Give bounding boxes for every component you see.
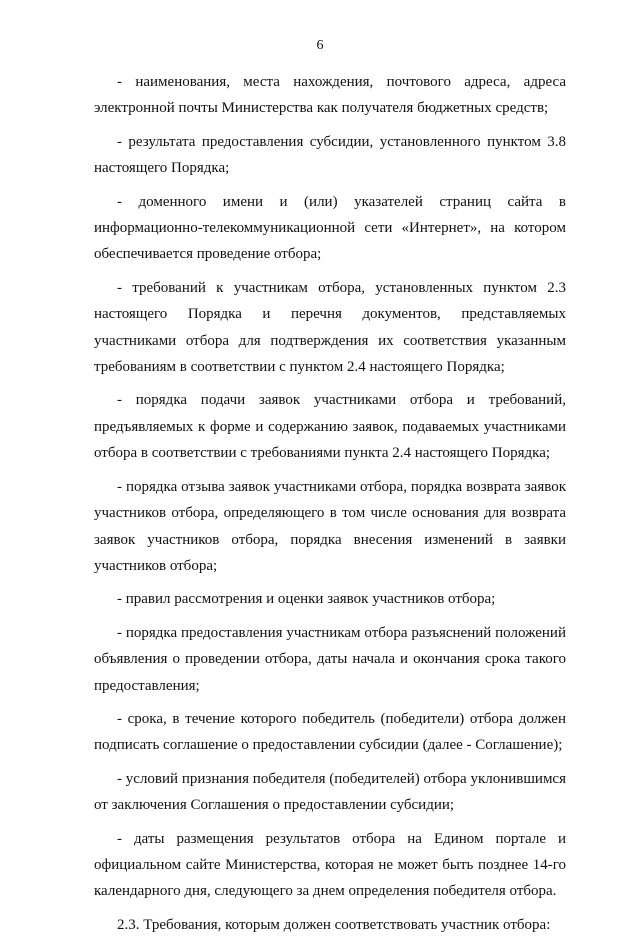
paragraph: - порядка подачи заявок участниками отбора и требований, предъявляемых к форме и содержанию заявок, подаваемых участниками отбора в соответствии с требованиями пункта 2.4 настоящего Порядка; [94, 392, 566, 462]
paragraph: - условий признания победителя (победителей) отбора уклонившимся от заключения Соглашения о предоставлении субсидии; [94, 770, 566, 814]
paragraph: - правил рассмотрения и оценки заявок участников отбора; [117, 591, 496, 608]
paragraph: - доменного имени и (или) указателей страниц сайта в информационно-телекоммуникационной сети «Интернет», на котором обеспечивается проведение отбора; [94, 193, 566, 263]
document-body [94, 69, 566, 938]
paragraph: - порядка предоставления участникам отбора разъяснений положений объявления о проведении отбора, даты начала и окончания срока такого предоставления; [94, 624, 566, 694]
paragraph: - срока, в течение которого победитель (победители) отбора должен подписать соглашение о предоставлении субсидии (далее - Соглашение); [94, 710, 566, 754]
section-heading-paragraph: 2.3. Требования, которым должен соответствовать участник отбора: [117, 916, 551, 933]
page-number: 6 [316, 38, 324, 53]
paragraph: - порядка отзыва заявок участниками отбора, порядка возврата заявок участников отбора, определяющего в том числе основания для возврата заявок участников отбора, порядка внесения изменений в заявки участников отбора; [94, 478, 566, 574]
paragraph: - результата предоставления субсидии, установленного пунктом 3.8 настоящего Порядка; [94, 133, 566, 177]
paragraph: - требований к участникам отбора, установленных пунктом 2.3 настоящего Порядка и перечня документов, представляемых участниками отбора для подтверждения их соответствия указанным требованиям в соответствии с пунктом 2.4 настоящего Порядка; [94, 279, 566, 376]
paragraph: - наименования, места нахождения, почтового адреса, адреса электронной почты Министерства как получателя бюджетных средств; [94, 74, 566, 117]
paragraph: - даты размещения результатов отбора на Едином портале и официальном сайте Министерства, которая не может быть позднее 14-го календарного дня, следующего за днем определения победителя отбора. [94, 830, 566, 900]
